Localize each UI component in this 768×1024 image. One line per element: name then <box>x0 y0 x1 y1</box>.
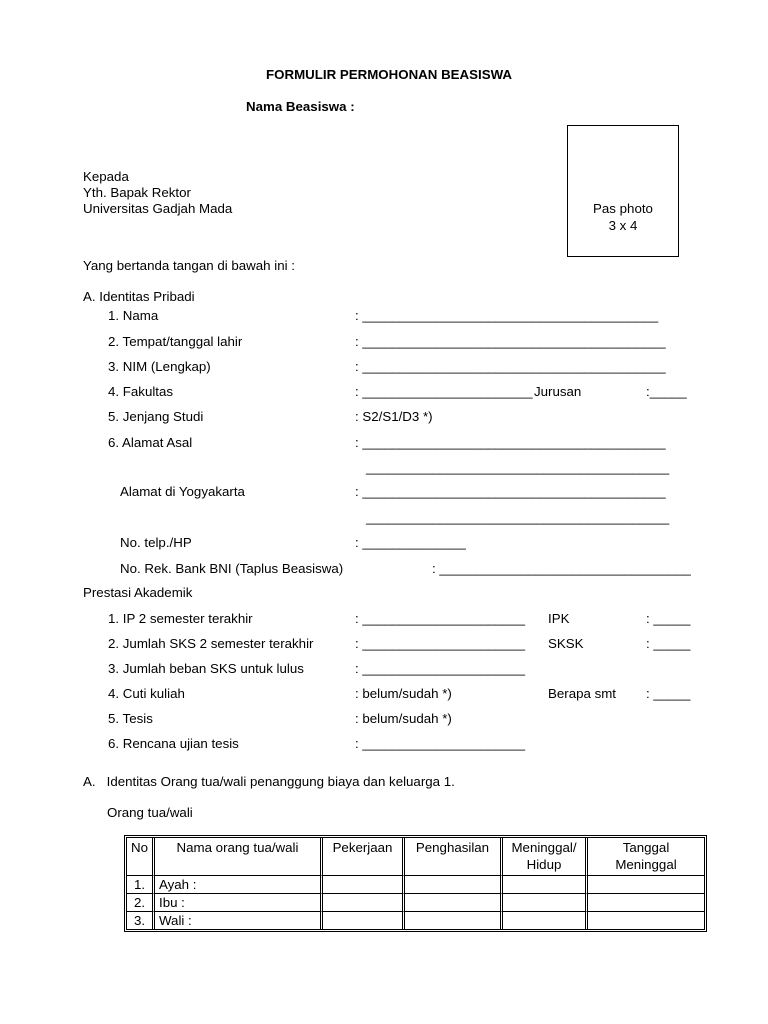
form-title: FORMULIR PERMOHONAN BEASISWA <box>266 67 512 82</box>
birth-field[interactable]: : _________________________________________ <box>355 334 666 349</box>
home-address-field[interactable]: : _________________________________________ <box>355 435 666 450</box>
phone-field[interactable]: : ______________ <box>355 535 466 550</box>
row-income[interactable] <box>405 912 503 929</box>
sks-load-field[interactable]: : ______________________ <box>355 661 526 676</box>
home-address-field-line2[interactable]: _________________________________________ <box>366 460 670 475</box>
section-heading-identity: A. Identitas Pribadi <box>83 289 195 304</box>
yogya-address-label: Alamat di Yogyakarta <box>120 484 245 499</box>
row-status[interactable] <box>503 894 588 912</box>
col-header-death-date: Tanggal Meninggal <box>588 838 704 876</box>
photo-label: Pas photo <box>593 201 653 216</box>
thesis-exam-field[interactable]: : ______________________ <box>355 736 526 751</box>
row-death-date[interactable] <box>588 912 704 929</box>
row-death-date[interactable] <box>588 876 704 894</box>
bank-account-label: No. Rek. Bank BNI (Taplus Beasiswa) <box>120 561 344 576</box>
ip-field[interactable]: : ______________________ <box>355 611 526 626</box>
addressee-line: Yth. Bapak Rektor <box>83 185 191 200</box>
level-field[interactable]: : S2/S1/D3 *) <box>355 409 433 424</box>
thesis-field[interactable]: : belum/sudah *) <box>355 711 452 726</box>
leave-field[interactable]: : belum/sudah *) <box>355 686 452 701</box>
sks-field[interactable]: : ______________________ <box>355 636 526 651</box>
row-income[interactable] <box>405 894 503 912</box>
major-label: Jurusan <box>534 384 582 399</box>
row-job[interactable] <box>323 876 405 894</box>
section-heading-academic: Prestasi Akademik <box>83 585 193 600</box>
ipk-field[interactable]: : _____ <box>646 611 691 626</box>
col-header-no: No <box>127 838 155 876</box>
scholarship-name-label: Nama Beasiswa : <box>246 99 355 114</box>
major-field[interactable]: :_____ <box>646 384 687 399</box>
parents-table <box>124 835 707 932</box>
table-row <box>127 912 704 929</box>
col-header-job: Pekerjaan <box>323 838 405 876</box>
yogya-address-field[interactable]: : _________________________________________ <box>355 484 666 499</box>
faculty-label: 4. Fakultas <box>108 384 174 399</box>
col-header-status: Meninggal/ Hidup <box>503 838 588 876</box>
parents-subheading: Orang tua/wali <box>107 805 193 820</box>
photo-placeholder <box>567 125 679 257</box>
bank-account-field[interactable]: : __________________________________ <box>432 561 691 576</box>
table-row <box>127 894 704 912</box>
row-death-date[interactable] <box>588 894 704 912</box>
row-number: 2. <box>127 894 155 912</box>
row-number: 1. <box>127 876 155 894</box>
row-status[interactable] <box>503 876 588 894</box>
photo-size-label: 3 x 4 <box>608 218 638 233</box>
sksk-label: SKSK <box>548 636 584 651</box>
row-job[interactable] <box>323 894 405 912</box>
sks-label: 2. Jumlah SKS 2 semester terakhir <box>108 636 314 651</box>
name-field[interactable]: : ________________________________________ <box>355 308 659 323</box>
semesters-field[interactable]: : _____ <box>646 686 691 701</box>
table-row <box>127 876 704 894</box>
row-name[interactable]: Ayah : <box>155 876 323 894</box>
row-status[interactable] <box>503 912 588 929</box>
name-label: 1. Nama <box>108 308 159 323</box>
ipk-label: IPK <box>548 611 570 626</box>
level-label: 5. Jenjang Studi <box>108 409 204 424</box>
leave-label: 4. Cuti kuliah <box>108 686 185 701</box>
yogya-address-field-line2[interactable]: _________________________________________ <box>366 510 670 525</box>
thesis-exam-label: 6. Rencana ujian tesis <box>108 736 239 751</box>
nim-label: 3. NIM (Lengkap) <box>108 359 211 374</box>
thesis-label: 5. Tesis <box>108 711 153 726</box>
row-job[interactable] <box>323 912 405 929</box>
row-income[interactable] <box>405 876 503 894</box>
sks-load-label: 3. Jumlah beban SKS untuk lulus <box>108 661 304 676</box>
home-address-label: 6. Alamat Asal <box>108 435 193 450</box>
intro-text: Yang bertanda tangan di bawah ini : <box>83 258 295 273</box>
semesters-label: Berapa smt <box>548 686 616 701</box>
col-header-name: Nama orang tua/wali <box>155 838 323 876</box>
row-number: 3. <box>127 912 155 929</box>
section-heading-family: A. Identitas Orang tua/wali penanggung biaya dan keluarga 1. <box>83 774 455 789</box>
addressee-line: Universitas Gadjah Mada <box>83 201 233 216</box>
birth-label: 2. Tempat/tanggal lahir <box>108 334 243 349</box>
table-header-row <box>127 838 704 876</box>
nim-field[interactable]: : _________________________________________ <box>355 359 666 374</box>
phone-label: No. telp./HP <box>120 535 192 550</box>
addressee-line: Kepada <box>83 169 129 184</box>
faculty-field[interactable]: : _______________________ <box>355 384 533 399</box>
sksk-field[interactable]: : _____ <box>646 636 691 651</box>
row-name[interactable]: Ibu : <box>155 894 323 912</box>
row-name[interactable]: Wali : <box>155 912 323 929</box>
col-header-income: Penghasilan <box>405 838 503 876</box>
ip-label: 1. IP 2 semester terakhir <box>108 611 253 626</box>
